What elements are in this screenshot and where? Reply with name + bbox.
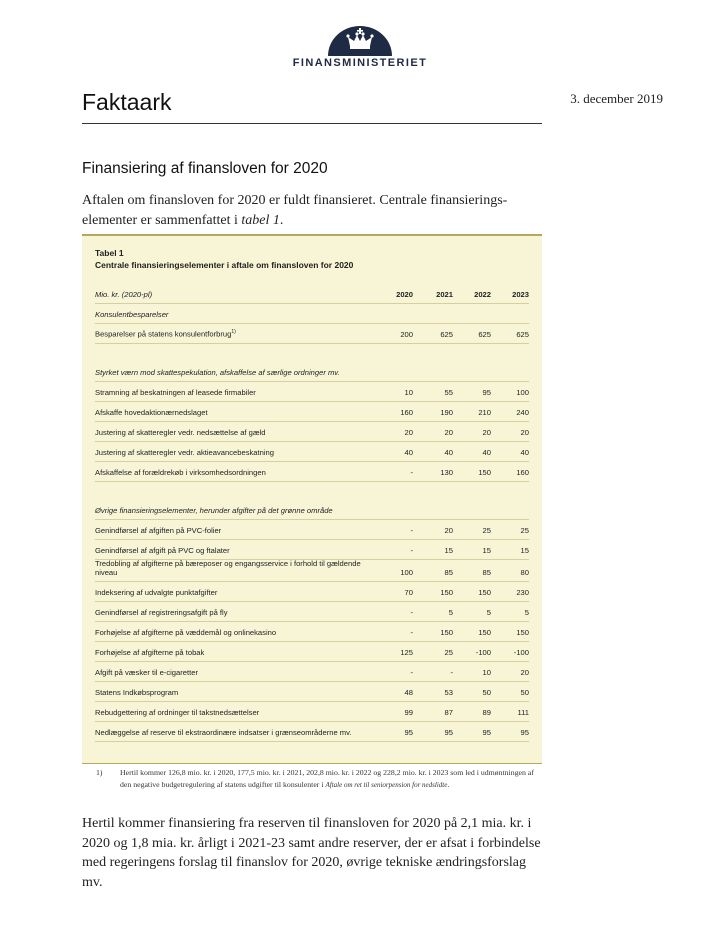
row-label-text: Genindførsel af afgift på PVC og ftalater xyxy=(95,546,230,555)
row-label xyxy=(95,388,380,397)
value-cell: 5 xyxy=(448,608,453,617)
value-cell: 50 xyxy=(482,688,491,697)
value-cell: 5 xyxy=(524,608,529,617)
value-cell: - xyxy=(410,546,413,555)
table-row xyxy=(95,442,529,462)
table-section-row xyxy=(95,344,529,382)
row-label xyxy=(95,588,380,597)
table-row xyxy=(95,382,529,402)
value-cell: 20 xyxy=(444,428,453,437)
value-cell: 20 xyxy=(520,428,529,437)
row-label-text: Afgift på væsker til e-cigaretter xyxy=(95,668,198,677)
value-cell: 20 xyxy=(404,428,413,437)
table-row xyxy=(95,682,529,702)
value-cell: 70 xyxy=(404,588,413,597)
table-unit-label: Mio. kr. (2020-pl) xyxy=(95,290,153,299)
row-label-text: Forhøjelse af afgifterne på tobak xyxy=(95,648,205,657)
value-cell: 15 xyxy=(444,546,453,555)
value-cell: - xyxy=(410,628,413,637)
footnote-marker: 1) xyxy=(231,329,236,336)
value-cell: 200 xyxy=(400,330,413,339)
value-cell: 190 xyxy=(440,408,453,417)
table-row xyxy=(95,402,529,422)
value-cell: 40 xyxy=(482,448,491,457)
row-label xyxy=(95,408,380,417)
table-row xyxy=(95,540,529,560)
value-cell: 160 xyxy=(400,408,413,417)
table-row xyxy=(95,602,529,622)
table-header-row xyxy=(95,282,529,304)
value-cell: 25 xyxy=(482,526,491,535)
table-label: Tabel 1 xyxy=(95,248,124,258)
value-cell: 20 xyxy=(482,428,491,437)
table-section-row xyxy=(95,482,529,520)
value-cell: - xyxy=(410,526,413,535)
value-cell: - xyxy=(410,468,413,477)
row-label-text: Besparelser på statens konsulentforbrug xyxy=(95,330,232,339)
table-row xyxy=(95,520,529,540)
value-cell: 125 xyxy=(400,648,413,657)
value-cell: 150 xyxy=(478,588,491,597)
footnote-end: . xyxy=(447,779,450,789)
row-label-text: Nedlæggelse af reserve til ekstraordinære indsatser i grænseområderne mv. xyxy=(95,728,352,737)
year-header: 2021 xyxy=(436,290,453,299)
value-cell: 99 xyxy=(404,708,413,717)
section-label xyxy=(95,506,380,515)
row-label-text: Stramning af beskatningen af leasede firmabiler xyxy=(95,388,256,397)
row-label xyxy=(95,448,380,457)
value-cell: 230 xyxy=(516,588,529,597)
value-cell: 85 xyxy=(482,568,491,577)
intro-end: . xyxy=(279,212,284,228)
table-row xyxy=(95,622,529,642)
value-cell: - xyxy=(410,668,413,677)
row-label xyxy=(95,728,380,737)
value-cell: 15 xyxy=(482,546,491,555)
row-label xyxy=(95,328,380,339)
value-cell: 50 xyxy=(520,688,529,697)
document-type: Faktaark xyxy=(82,89,172,115)
value-cell: 625 xyxy=(440,330,453,339)
value-cell: 95 xyxy=(404,728,413,737)
value-cell: 625 xyxy=(516,330,529,339)
logo-wordmark: FINANSMINISTERIET xyxy=(292,57,428,69)
section-label xyxy=(95,310,380,319)
row-label-text: Konsulentbesparelser xyxy=(95,310,169,319)
row-label-text: Rebudgettering af ordninger til takstnedsættelser xyxy=(95,708,260,717)
value-cell: 100 xyxy=(516,388,529,397)
row-label xyxy=(95,688,380,697)
table-title: Centrale finansieringselementer i aftale om finansloven for 2020 xyxy=(95,260,354,270)
row-label xyxy=(95,708,380,717)
value-cell: 210 xyxy=(478,408,491,417)
financing-table xyxy=(82,234,542,764)
value-cell: 10 xyxy=(404,388,413,397)
body-paragraph: Hertil kommer finansiering fra reserven til finansloven for 2020 på 2,1 mia. kr. i 2020 og 1,8 mia. kr. årligt i 2021-23 samt andre reserver, der er afsat i forbindelse med regeringens forslag til finanslov for 2020, øvrige tekniske ændringsforslag mv. xyxy=(82,816,541,890)
value-cell: 20 xyxy=(444,526,453,535)
value-cell: 55 xyxy=(444,388,453,397)
value-cell: 95 xyxy=(482,728,491,737)
crown-emblem-icon xyxy=(326,24,394,56)
intro-paragraph xyxy=(82,191,542,230)
value-cell: 625 xyxy=(478,330,491,339)
ministry-logo xyxy=(270,24,450,74)
footnote-body: Hertil kommer 126,8 mio. kr. i 2020, 177,5 mio. kr. i 2021, 202,8 mio. kr. i 2022 og 228,2 mio. kr. i 2023 som led i udmøntningen af den negative budgetregulering af statens udgifter til konsulenter i xyxy=(120,768,534,789)
table-row xyxy=(95,642,529,662)
row-label-text: Genindførsel af registreringsafgift på fly xyxy=(95,608,228,617)
value-cell: - xyxy=(450,668,453,677)
value-cell: 53 xyxy=(444,688,453,697)
value-cell: 240 xyxy=(516,408,529,417)
value-cell: 5 xyxy=(486,608,491,617)
value-cell: 89 xyxy=(482,708,491,717)
value-cell: 40 xyxy=(520,448,529,457)
year-header: 2023 xyxy=(512,290,529,299)
value-cell: 160 xyxy=(516,468,529,477)
value-cell: 40 xyxy=(404,448,413,457)
intro-table-reference: tabel 1 xyxy=(241,212,280,228)
intro-text: Aftalen om finansloven for 2020 er fuldt finansieret. Centrale finansierings-elementer er sammenfattet i xyxy=(82,193,508,228)
row-label-text: Forhøjelse af afgifterne på væddemål og onlinekasino xyxy=(95,628,277,637)
footnote-text xyxy=(120,767,542,791)
page-title: Finansiering af finansloven for 2020 xyxy=(82,160,328,177)
row-label xyxy=(95,468,380,477)
value-cell: 40 xyxy=(444,448,453,457)
value-cell: 85 xyxy=(444,568,453,577)
row-label-text: Statens Indkøbsprogram xyxy=(95,688,179,697)
value-cell: 150 xyxy=(516,628,529,637)
value-cell: 150 xyxy=(478,628,491,637)
value-cell: 150 xyxy=(440,588,453,597)
value-cell: -100 xyxy=(475,648,491,657)
row-label xyxy=(95,648,380,657)
value-cell: 150 xyxy=(440,628,453,637)
value-cell: 87 xyxy=(444,708,453,717)
year-header: 2022 xyxy=(474,290,491,299)
row-label-text: Indeksering af udvalgte punktafgifter xyxy=(95,588,218,597)
value-cell: -100 xyxy=(513,648,529,657)
table-row xyxy=(95,662,529,682)
value-cell: 95 xyxy=(482,388,491,397)
table-row xyxy=(95,722,529,742)
table-row xyxy=(95,582,529,602)
value-cell: 25 xyxy=(520,526,529,535)
value-cell: 80 xyxy=(520,568,529,577)
value-cell: 20 xyxy=(520,668,529,677)
document-date: 3. december 2019 xyxy=(570,91,663,106)
value-cell: 10 xyxy=(482,668,491,677)
table-row xyxy=(95,422,529,442)
header-divider xyxy=(82,123,542,124)
value-cell: 95 xyxy=(444,728,453,737)
row-label-text: Justering af skatteregler vedr. aktieavancebeskatning xyxy=(95,448,274,457)
table-row xyxy=(95,324,529,344)
row-label-text: Genindførsel af afgiften på PVC-folier xyxy=(95,526,222,535)
row-label-text: Tredobling af afgifterne på bæreposer og engangsservice i forhold til gældende niveau xyxy=(95,559,361,577)
row-label xyxy=(95,526,380,535)
row-label xyxy=(95,628,380,637)
row-label xyxy=(95,428,380,437)
table-section-row xyxy=(95,304,529,324)
value-cell: 111 xyxy=(517,708,529,717)
footnote-number: 1) xyxy=(96,768,103,777)
value-cell: 15 xyxy=(520,546,529,555)
footnote-reference: Aftale om ret til seniorpension for nedslidte xyxy=(325,780,448,789)
value-cell: 25 xyxy=(444,648,453,657)
section-label xyxy=(95,368,380,377)
row-label xyxy=(95,608,380,617)
table-row xyxy=(95,462,529,482)
value-cell: 95 xyxy=(520,728,529,737)
value-cell: 150 xyxy=(478,468,491,477)
value-cell: 100 xyxy=(400,568,413,577)
row-label-text: Afskaffe hovedaktionærnedslaget xyxy=(95,408,208,417)
table-row xyxy=(95,560,529,582)
row-label xyxy=(95,559,380,577)
row-label-text: Justering af skatteregler vedr. nedsættelse af gæld xyxy=(95,428,266,437)
row-label-text: Styrket værn mod skattespekulation, afskaffelse af særlige ordninger mv. xyxy=(95,368,340,377)
row-label xyxy=(95,668,380,677)
value-cell: 48 xyxy=(404,688,413,697)
value-cell: 130 xyxy=(440,468,453,477)
row-label-text: Øvrige finansieringselementer, herunder afgifter på det grønne område xyxy=(95,506,333,515)
value-cell: - xyxy=(410,608,413,617)
table-row xyxy=(95,702,529,722)
row-label xyxy=(95,546,380,555)
row-label-text: Afskaffelse af forældrekøb i virksomhedsordningen xyxy=(95,468,266,477)
year-header: 2020 xyxy=(396,290,413,299)
